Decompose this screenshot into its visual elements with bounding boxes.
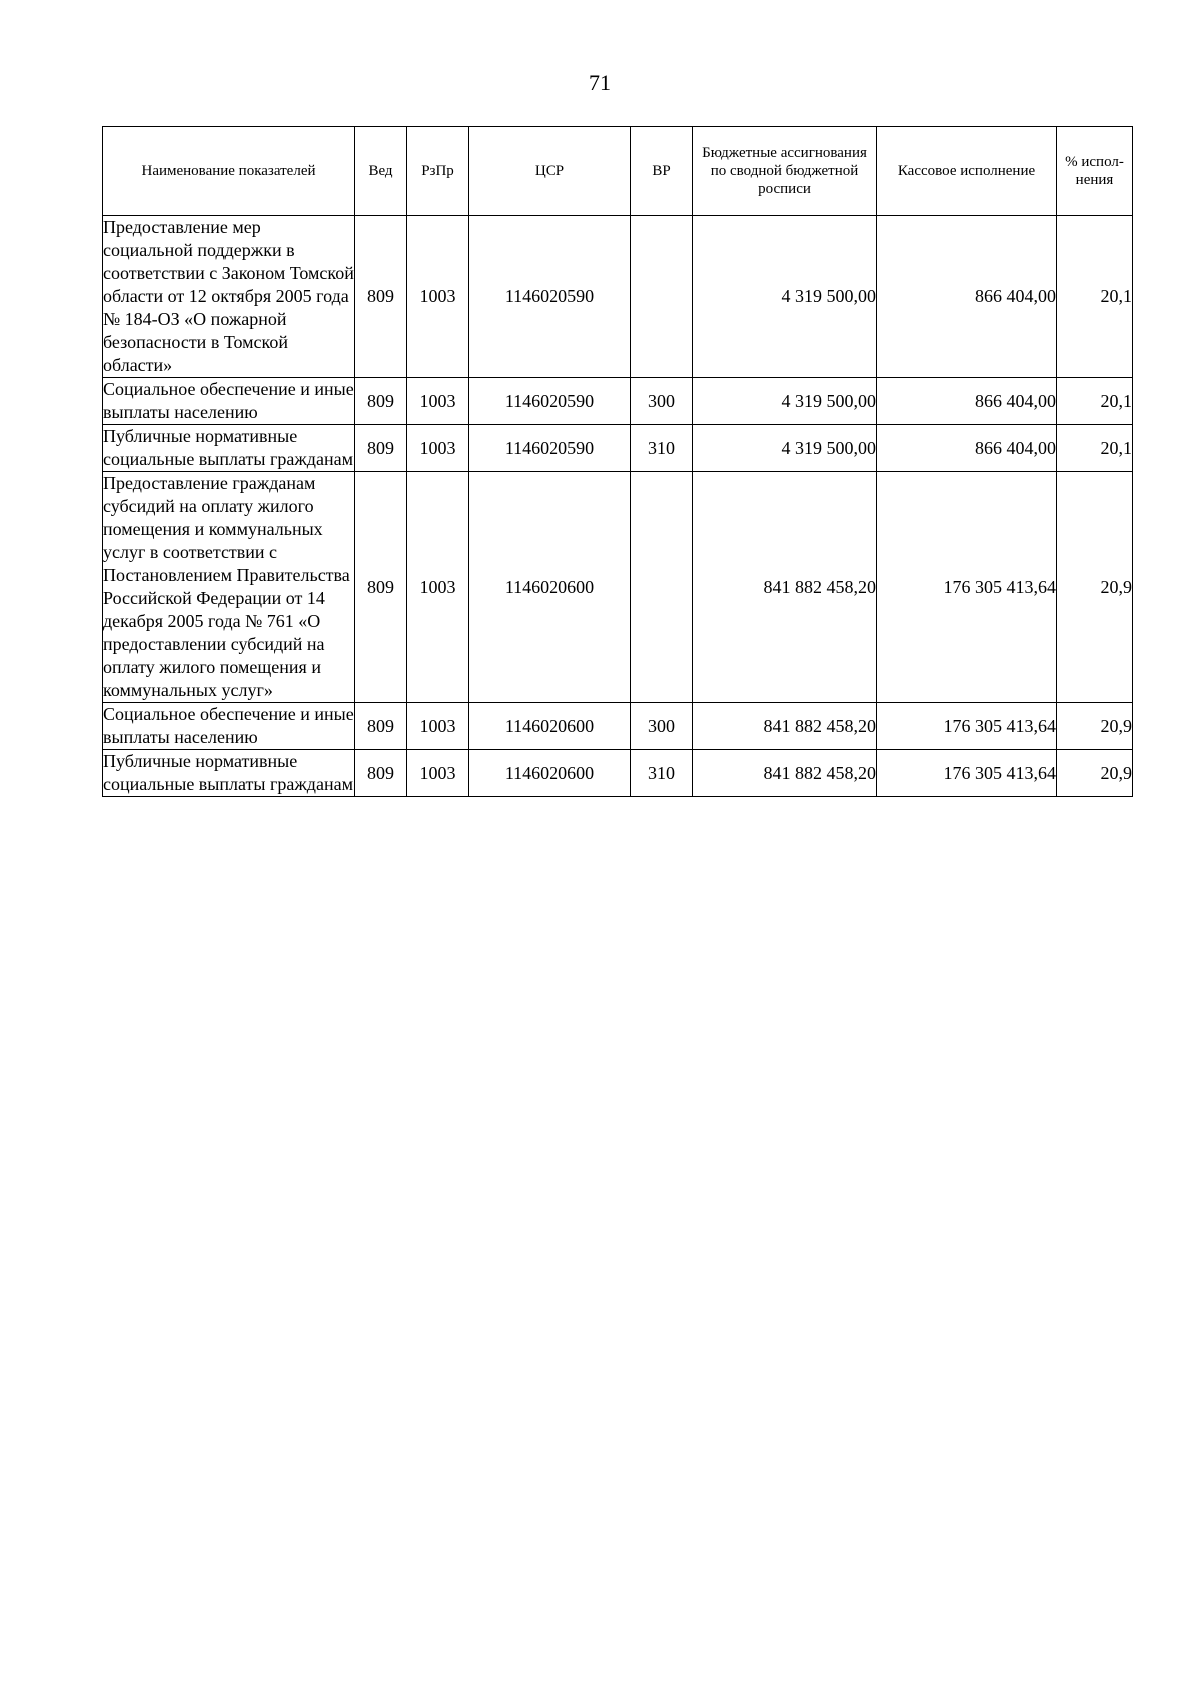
header-ved: Вед xyxy=(355,127,407,216)
table-row xyxy=(103,425,1133,472)
row-csr: 1146020590 xyxy=(469,425,631,472)
row-rzpr: 1003 xyxy=(407,216,469,378)
row-csr: 1146020600 xyxy=(469,703,631,750)
row-cash: 176 305 413,64 xyxy=(877,472,1057,703)
row-cash: 176 305 413,64 xyxy=(877,703,1057,750)
row-ved: 809 xyxy=(355,216,407,378)
header-budget: Бюджетные ассигнования по сводной бюджетной росписи xyxy=(693,127,877,216)
row-ved: 809 xyxy=(355,472,407,703)
row-cash: 866 404,00 xyxy=(877,216,1057,378)
row-name: Публичные нормативные социальные выплаты гражданам xyxy=(103,425,355,472)
row-name: Социальное обеспечение и иные выплаты населению xyxy=(103,703,355,750)
row-percent: 20,9 xyxy=(1057,750,1133,797)
header-cash: Кассовое исполнение xyxy=(877,127,1057,216)
table-header-row xyxy=(103,127,1133,216)
row-csr: 1146020600 xyxy=(469,472,631,703)
header-vr: ВР xyxy=(631,127,693,216)
table-row xyxy=(103,216,1133,378)
row-vr xyxy=(631,216,693,378)
row-budget: 4 319 500,00 xyxy=(693,425,877,472)
row-percent: 20,9 xyxy=(1057,472,1133,703)
row-name: Предоставление гражданам субсидий на оплату жилого помещения и коммунальных услуг в соответствии с Постановлением Правительства Российской Федерации от 14 декабря 2005 года № 761 «О предоставлении субсидий на оплату жилого помещения и коммунальных услуг» xyxy=(103,472,355,703)
row-percent: 20,9 xyxy=(1057,703,1133,750)
row-cash: 176 305 413,64 xyxy=(877,750,1057,797)
row-budget: 4 319 500,00 xyxy=(693,216,877,378)
row-vr: 300 xyxy=(631,703,693,750)
row-vr xyxy=(631,472,693,703)
table-row xyxy=(103,472,1133,703)
row-csr: 1146020590 xyxy=(469,378,631,425)
row-csr: 1146020600 xyxy=(469,750,631,797)
table-row xyxy=(103,703,1133,750)
row-ved: 809 xyxy=(355,425,407,472)
row-csr: 1146020590 xyxy=(469,216,631,378)
row-percent: 20,1 xyxy=(1057,216,1133,378)
row-budget: 841 882 458,20 xyxy=(693,750,877,797)
row-vr: 310 xyxy=(631,425,693,472)
row-name: Социальное обеспечение и иные выплаты населению xyxy=(103,378,355,425)
row-name: Публичные нормативные социальные выплаты гражданам xyxy=(103,750,355,797)
row-rzpr: 1003 xyxy=(407,703,469,750)
row-ved: 809 xyxy=(355,703,407,750)
row-rzpr: 1003 xyxy=(407,425,469,472)
table-row xyxy=(103,750,1133,797)
row-cash: 866 404,00 xyxy=(877,425,1057,472)
row-cash: 866 404,00 xyxy=(877,378,1057,425)
row-budget: 4 319 500,00 xyxy=(693,378,877,425)
row-name: Предоставление мер социальной поддержки в соответствии с Законом Томской области от 12 октября 2005 года № 184-ОЗ «О пожарной безопасности в Томской области» xyxy=(103,216,355,378)
row-vr: 300 xyxy=(631,378,693,425)
row-percent: 20,1 xyxy=(1057,425,1133,472)
row-ved: 809 xyxy=(355,750,407,797)
page-number: 71 xyxy=(589,70,611,95)
header-csr: ЦСР xyxy=(469,127,631,216)
row-vr: 310 xyxy=(631,750,693,797)
row-budget: 841 882 458,20 xyxy=(693,703,877,750)
row-rzpr: 1003 xyxy=(407,472,469,703)
row-percent: 20,1 xyxy=(1057,378,1133,425)
header-percent: % испол-нения xyxy=(1057,127,1133,216)
header-rzpr: РзПр xyxy=(407,127,469,216)
row-ved: 809 xyxy=(355,378,407,425)
row-budget: 841 882 458,20 xyxy=(693,472,877,703)
row-rzpr: 1003 xyxy=(407,378,469,425)
row-rzpr: 1003 xyxy=(407,750,469,797)
budget-execution-table xyxy=(102,126,1133,797)
header-name: Наименование показателей xyxy=(103,127,355,216)
table-row xyxy=(103,378,1133,425)
